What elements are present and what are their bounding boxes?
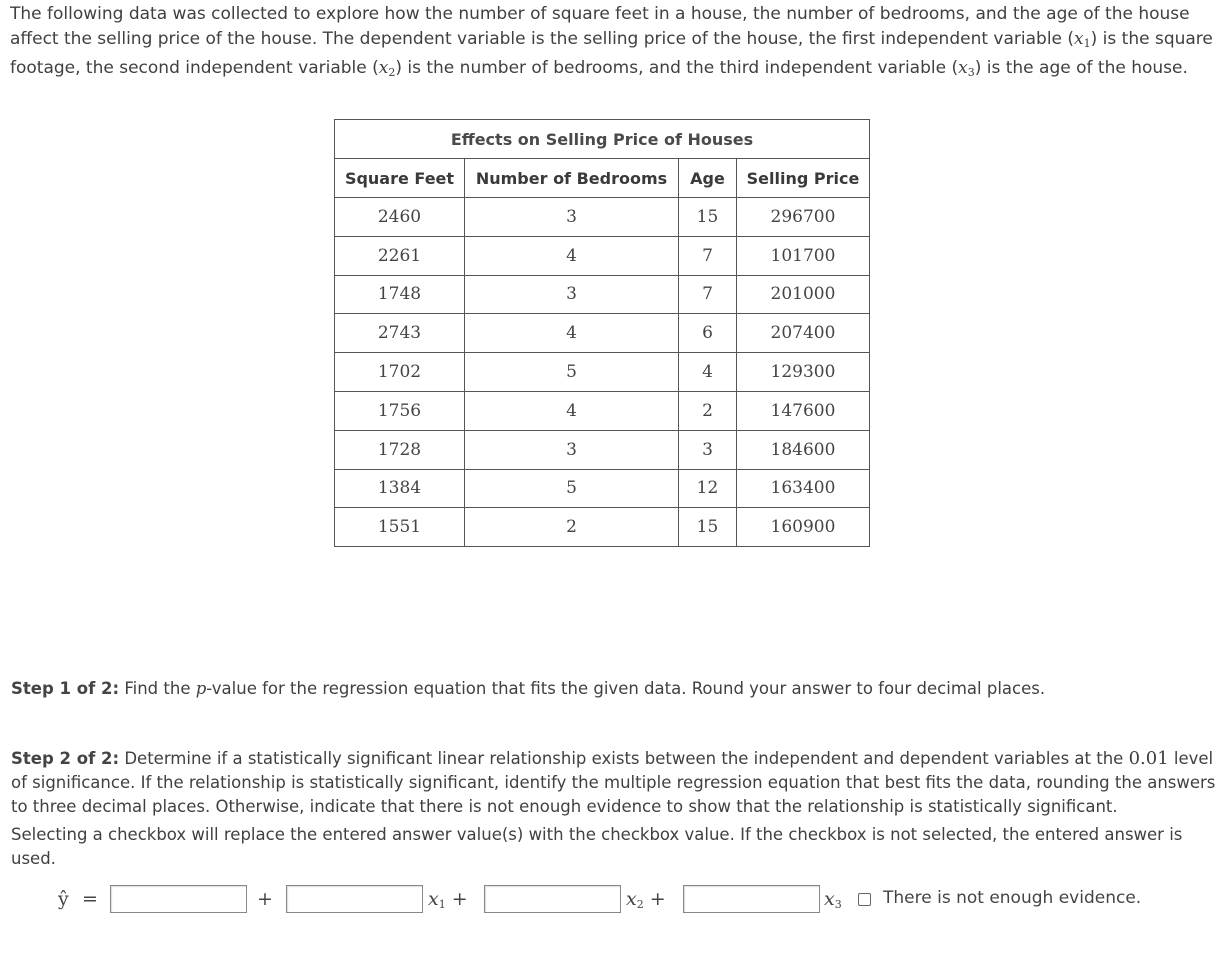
table-row	[335, 508, 870, 547]
table-cell: 4	[465, 314, 679, 353]
table-cell: 201000	[737, 275, 870, 314]
step2-label: Step 2 of 2:	[11, 749, 120, 768]
data-table	[334, 119, 870, 547]
table-cell: 163400	[737, 469, 870, 508]
table-cell: 2743	[335, 314, 465, 353]
table-cell: 1748	[335, 275, 465, 314]
intro-text-3: ) is the number of bedrooms, and the third independent variable (	[395, 58, 959, 78]
table-row	[335, 469, 870, 508]
table-cell: 129300	[737, 353, 870, 392]
table-cell: 3	[465, 198, 679, 237]
col-header-bedrooms: Number of Bedrooms	[465, 159, 679, 198]
table-cell: 296700	[737, 198, 870, 237]
var-x1: $x_1$	[1074, 28, 1091, 50]
x1-term: $x_1$ +	[428, 888, 468, 911]
table-cell: 3	[465, 430, 679, 469]
intercept-input[interactable]	[110, 885, 247, 913]
table-row	[335, 314, 870, 353]
intro-text-4: ) is the age of the house.	[974, 58, 1188, 78]
not-enough-evidence-checkbox[interactable]	[858, 893, 871, 906]
table-cell: 4	[465, 236, 679, 275]
table-cell: 2261	[335, 236, 465, 275]
step2-prompt: Step 2 of 2: Determine if a statistically significant linear relationship exists between the independent and dependent variables at the 0.01 level of significance. If the relationship is statistically significant, identify the multiple regression equation that best fits the data, rounding the answers to three decimal places. Otherwise, indicate that there is not enough evidence to show that the relationship is statistically significant. Selecting a checkbox will replace the entered answer value(s) with the checkbox value. If the checkbox is not selected, the entered answer is used.	[11, 747, 1216, 871]
step1-label: Step 1 of 2:	[11, 679, 120, 698]
table-cell: 2	[465, 508, 679, 547]
col-header-age: Age	[679, 159, 737, 198]
regression-equation	[0, 883, 1227, 917]
table-cell: 4	[465, 391, 679, 430]
table-cell: 1702	[335, 353, 465, 392]
table-cell: 184600	[737, 430, 870, 469]
table-cell: 2	[679, 391, 737, 430]
col-header-square-feet: Square Feet	[335, 159, 465, 198]
table-cell: 5	[465, 353, 679, 392]
y-hat-symbol: ŷ	[58, 888, 69, 910]
table-caption: Effects on Selling Price of Houses	[335, 120, 870, 159]
table-row	[335, 236, 870, 275]
b3-input[interactable]	[683, 885, 820, 913]
var-x3: $x_3$	[958, 58, 975, 79]
table-cell: 3	[679, 430, 737, 469]
x3-term: $x_3$	[824, 888, 842, 911]
step1-prompt: Step 1 of 2: Find the p-value for the regression equation that fits the given data. Round your answer to four decimal places.	[11, 679, 1046, 698]
table-cell: 6	[679, 314, 737, 353]
equals-sign: =	[82, 888, 98, 910]
table-cell: 5	[465, 469, 679, 508]
table-row	[335, 275, 870, 314]
col-header-selling-price: Selling Price	[737, 159, 870, 198]
var-x2: $x_2$	[378, 58, 396, 79]
table-cell: 4	[679, 353, 737, 392]
significance-level: 0.01	[1128, 748, 1169, 769]
table-row	[335, 391, 870, 430]
table-row	[335, 353, 870, 392]
table-row	[335, 430, 870, 469]
table-cell: 2460	[335, 198, 465, 237]
problem-intro	[10, 2, 1220, 86]
not-enough-evidence-label[interactable]: There is not enough evidence.	[883, 888, 1142, 908]
table-cell: 1728	[335, 430, 465, 469]
table-cell: 1756	[335, 391, 465, 430]
intro-text-2: ) is the square footage, the second independent variable (	[10, 28, 1213, 78]
table-cell: 7	[679, 275, 737, 314]
checkbox-note: Selecting a checkbox will replace the entered answer value(s) with the checkbox value. If the checkbox is not selected, the entered answer is used.	[11, 825, 1183, 868]
plus-sign: +	[257, 888, 273, 910]
b1-input[interactable]	[286, 885, 423, 913]
table-cell: 1384	[335, 469, 465, 508]
table-cell: 207400	[737, 314, 870, 353]
table-cell: 7	[679, 236, 737, 275]
table-cell: 15	[679, 198, 737, 237]
table-cell: 160900	[737, 508, 870, 547]
table-cell: 1551	[335, 508, 465, 547]
table-cell: 12	[679, 469, 737, 508]
table-cell: 101700	[737, 236, 870, 275]
table-cell: 15	[679, 508, 737, 547]
intro-text-1: The following data was collected to explore how the number of square feet in a house, the number of bedrooms, and the age of the house affect the selling price of the house. The dependent variable is the selling price of the house, the first independent variable (	[10, 4, 1190, 49]
table-cell: 3	[465, 275, 679, 314]
table-cell: 147600	[737, 391, 870, 430]
table-row	[335, 198, 870, 237]
x2-term: $x_2$ +	[626, 888, 666, 911]
b2-input[interactable]	[484, 885, 621, 913]
p-symbol: p	[195, 679, 207, 698]
